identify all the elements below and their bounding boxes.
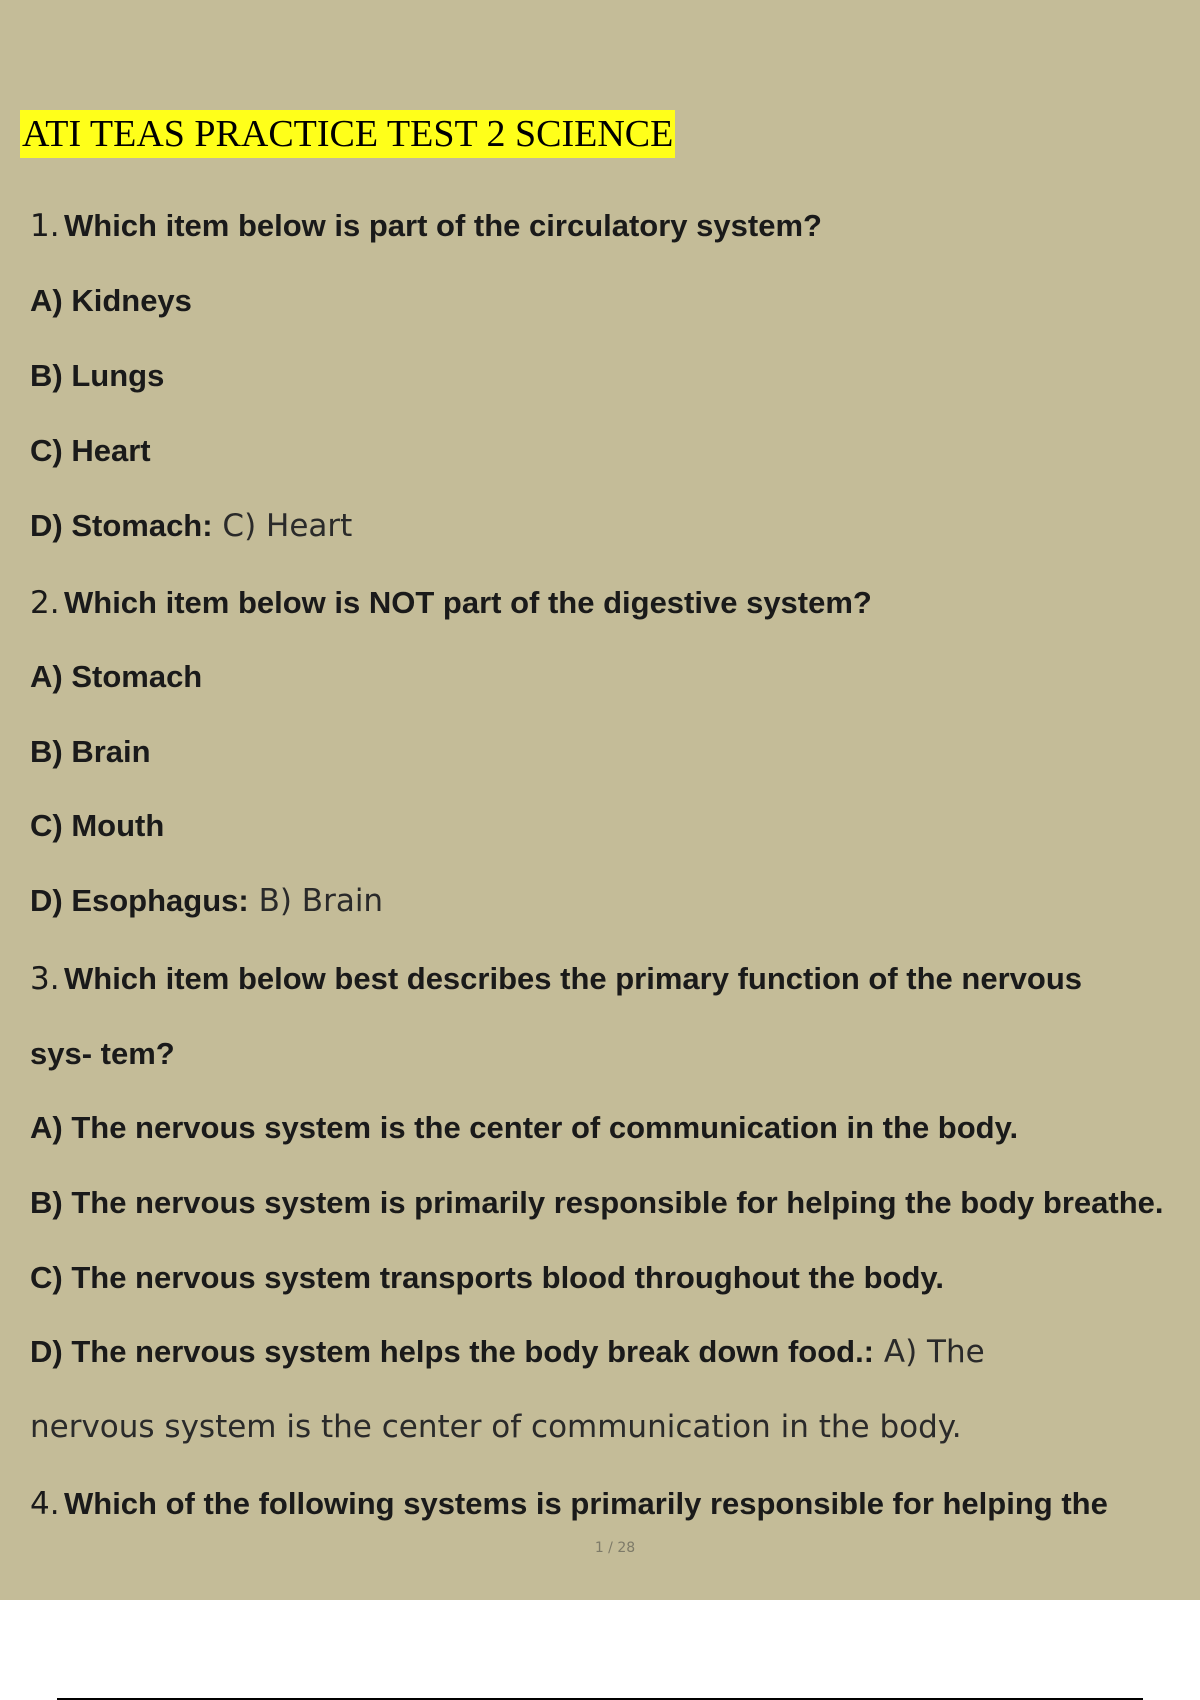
option-a: A) The nervous system is the center of communication in the body. <box>30 1110 1019 1145</box>
document-title: ATI TEAS PRACTICE TEST 2 SCIENCE <box>20 110 675 158</box>
option-b: B) Brain <box>30 734 151 769</box>
question-text: Which of the following systems is primarily responsible for helping the <box>64 1486 1108 1521</box>
question-number: 3. <box>30 961 60 997</box>
answer: A) The <box>874 1334 985 1370</box>
option-d: D) Esophagus: <box>30 883 249 918</box>
option-b: B) Lungs <box>30 358 165 393</box>
question-text: Which item below is NOT part of the digestive system? <box>64 585 872 620</box>
page-indicator: 1 / 28 <box>594 1540 636 1556</box>
option-c: C) Heart <box>30 433 151 468</box>
question-number: 2. <box>30 585 60 621</box>
option-d-with-answer <box>30 1332 985 1372</box>
option-a: A) Kidneys <box>30 283 192 318</box>
option-d: D) The nervous system helps the body break down food.: <box>30 1334 875 1369</box>
option-d-with-answer <box>30 506 352 546</box>
option-d-with-answer <box>30 881 383 921</box>
question-1 <box>30 206 822 246</box>
question-2 <box>30 583 872 623</box>
question-number: 1. <box>30 208 60 244</box>
question-text: Which item below is part of the circulatory system? <box>64 208 822 243</box>
question-text: Which item below best describes the primary function of the nervous <box>64 961 1083 996</box>
answer: B) Brain <box>248 883 384 919</box>
question-3 <box>30 959 1082 999</box>
question-number: 4. <box>30 1486 60 1522</box>
question-4 <box>30 1484 1108 1524</box>
option-b: B) The nervous system is primarily responsible for helping the body breathe. <box>30 1185 1164 1220</box>
answer: C) Heart <box>212 508 353 544</box>
option-a: A) Stomach <box>30 659 203 694</box>
option-d: D) Stomach: <box>30 508 213 543</box>
option-c: C) Mouth <box>30 808 165 843</box>
answer-continued: nervous system is the center of communication in the body. <box>30 1409 962 1445</box>
option-c: C) The nervous system transports blood throughout the body. <box>30 1260 944 1295</box>
question-text-continued: sys- tem? <box>30 1036 175 1071</box>
